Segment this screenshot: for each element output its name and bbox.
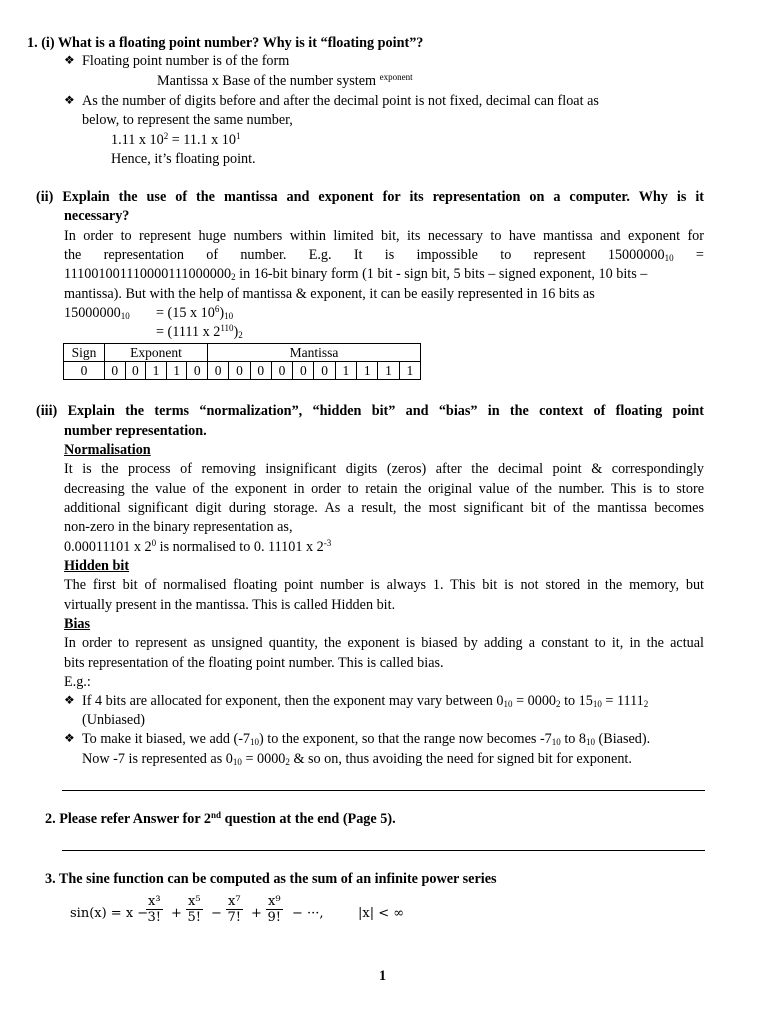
bullet-icon: ❖: [64, 93, 75, 107]
divider: [62, 850, 705, 851]
sign-header: Sign: [64, 344, 105, 362]
bias-bullet1-line2: (Unbiased): [82, 712, 146, 728]
bias-bullet2-line2: Now -7 is represented as $0_{10} = 0000_2$ & so on, thus avoiding the need for signed bit for exponent.: [82, 751, 632, 767]
q1-hence: Hence, it’s floating point.: [111, 151, 256, 167]
normalisation-example: 0.00011101 x $2^0$ is normalised to 0. 11101 x $2^{-3}$: [64, 538, 332, 555]
bit-cell: 0: [187, 362, 208, 380]
formula-condition: |x| < ∞: [358, 906, 405, 921]
bit-cell: 0: [293, 362, 314, 380]
q1ii-eq1-left: $15000000_{10}$: [64, 305, 130, 321]
bit-cell: 0: [229, 362, 250, 380]
q1-bullet1: Floating point number is of the form: [82, 53, 290, 69]
q1ii-para-line1: In order to represent huge numbers within limited bit, its necessary to have mantissa and exponent for: [64, 228, 704, 244]
q1iii-heading-line1: (iii) Explain the terms “normalization”, “hidden bit” and “bias” in the context of floating point: [36, 403, 704, 419]
q1-form: Mantissa x Base of the number system $^{exponent}$: [157, 72, 413, 89]
bias-line1: In order to represent as unsigned quantity, the exponent is biased by adding a constant to it, in the actual: [64, 635, 704, 651]
bit-cell: 0: [64, 362, 105, 380]
fraction-term-2: $\frac{\text{x⁵}}{5!}$: [187, 894, 202, 925]
bit-cell: 0: [208, 362, 229, 380]
hidden-bit-line2: virtually present in the mantissa. This is called Hidden bit.: [64, 597, 396, 613]
bit-cell: 0: [314, 362, 335, 380]
q1iii-heading-line2: number representation.: [64, 423, 207, 439]
normalisation-title: Normalisation: [64, 442, 151, 458]
bullet-icon: ❖: [64, 693, 75, 707]
exponent-header: Exponent: [105, 344, 208, 362]
q1-example: 1.11 x $10^2 = 11.1$ x $10^1$: [111, 131, 241, 148]
q1ii-heading-line2: necessary?: [64, 208, 130, 224]
q1ii-para-line3: $111001001110000111000000_2$ in 16-bit binary form (1 bit - sign bit, 5 bits – signed exponent, 10 bits –: [64, 266, 648, 282]
normalisation-line1: It is the process of removing insignificant digits (zeros) after the decimal point & correspondingly: [64, 461, 704, 477]
bit-cell: 0: [271, 362, 292, 380]
normalisation-line3: additional significant digit during storage. As a result, the most significant bit of the mantissa becomes: [64, 500, 704, 516]
mantissa-header: Mantissa: [208, 344, 421, 362]
q1ii-para-line2: the representation of number. E.g. It is impossible to represent $15000000_{10}$ =: [64, 247, 704, 263]
bit-cell: 0: [250, 362, 271, 380]
q1ii-para-line4: mantissa). But with the help of mantissa & exponent, it can be easily represented in 16 bits as: [64, 286, 595, 302]
normalisation-line4: non-zero in the binary representation as,: [64, 519, 293, 535]
bit-table-value-row: [64, 362, 421, 380]
formula-lhs: sin(x) = x −: [70, 906, 149, 921]
formula-tail: − ···,: [292, 906, 324, 921]
fraction-term-3: $\frac{\text{x⁷}}{7!}$: [227, 894, 242, 925]
page-number: 1: [379, 968, 387, 984]
q1ii-eq2: = (1111 x $2^{110})_2$: [156, 323, 243, 340]
bullet-icon: ❖: [64, 731, 75, 745]
fraction-term-1: $\frac{\text{x³}}{3!}$: [147, 894, 162, 925]
q1-heading: 1. (i) What is a floating point number? Why is it “floating point”?: [27, 35, 424, 51]
bit-cell: 1: [357, 362, 378, 380]
bit-cell: 1: [166, 362, 187, 380]
bullet-icon: ❖: [64, 53, 75, 67]
eg-label: E.g.:: [64, 674, 91, 690]
bit-table-header-row: [64, 344, 421, 362]
formula-operator: −: [211, 906, 222, 921]
divider: [62, 790, 705, 791]
bit-cell: 1: [399, 362, 420, 380]
bit-cell: 0: [125, 362, 146, 380]
q2-text: 2. Please refer Answer for 2nd question at the end (Page 5).: [45, 810, 396, 827]
bit-cell: 1: [335, 362, 356, 380]
formula-operator: +: [251, 906, 262, 921]
q1ii-eq1-right: = (15 x $10^6)_{10}$: [156, 304, 234, 321]
bit-cell: 0: [105, 362, 126, 380]
normalisation-line2: decreasing the value of the exponent in order to retain the original value of the number. This is to store: [64, 481, 704, 497]
q3-heading: 3. The sine function can be computed as the sum of an infinite power series: [45, 871, 497, 887]
q1ii-heading-line1: (ii) Explain the use of the mantissa and exponent for its representation on a computer. Why is it: [36, 189, 704, 205]
formula-operator: +: [171, 906, 182, 921]
bias-bullet2-line1: To make it biased, we add $(-7_{10})$ to the exponent, so that the range now becomes $-7_{10}$ to $8_{10}$ (Biased).: [82, 731, 651, 747]
bit-cell: 1: [378, 362, 399, 380]
bit-cell: 1: [146, 362, 167, 380]
hidden-bit-title: Hidden bit: [64, 558, 130, 574]
q1-bullet2-line1: As the number of digits before and after the decimal point is not fixed, decimal can float as: [82, 93, 599, 109]
hidden-bit-line1: The first bit of normalised floating point number is always 1. This bit is not stored in the memory, but: [64, 577, 704, 593]
fraction-term-4: $\frac{\text{x⁹}}{9!}$: [267, 894, 282, 925]
bit-layout-table: [63, 343, 421, 380]
bias-bullet1-line1: If 4 bits are allocated for exponent, then the exponent may vary between $0_{10} = 0000_2$ to $15_{10} = 1111_2$: [82, 693, 649, 709]
q1-bullet2-line2: below, to represent the same number,: [82, 112, 293, 128]
bias-line2: bits representation of the floating point number. This is called bias.: [64, 655, 444, 671]
bias-title: Bias: [64, 616, 91, 632]
